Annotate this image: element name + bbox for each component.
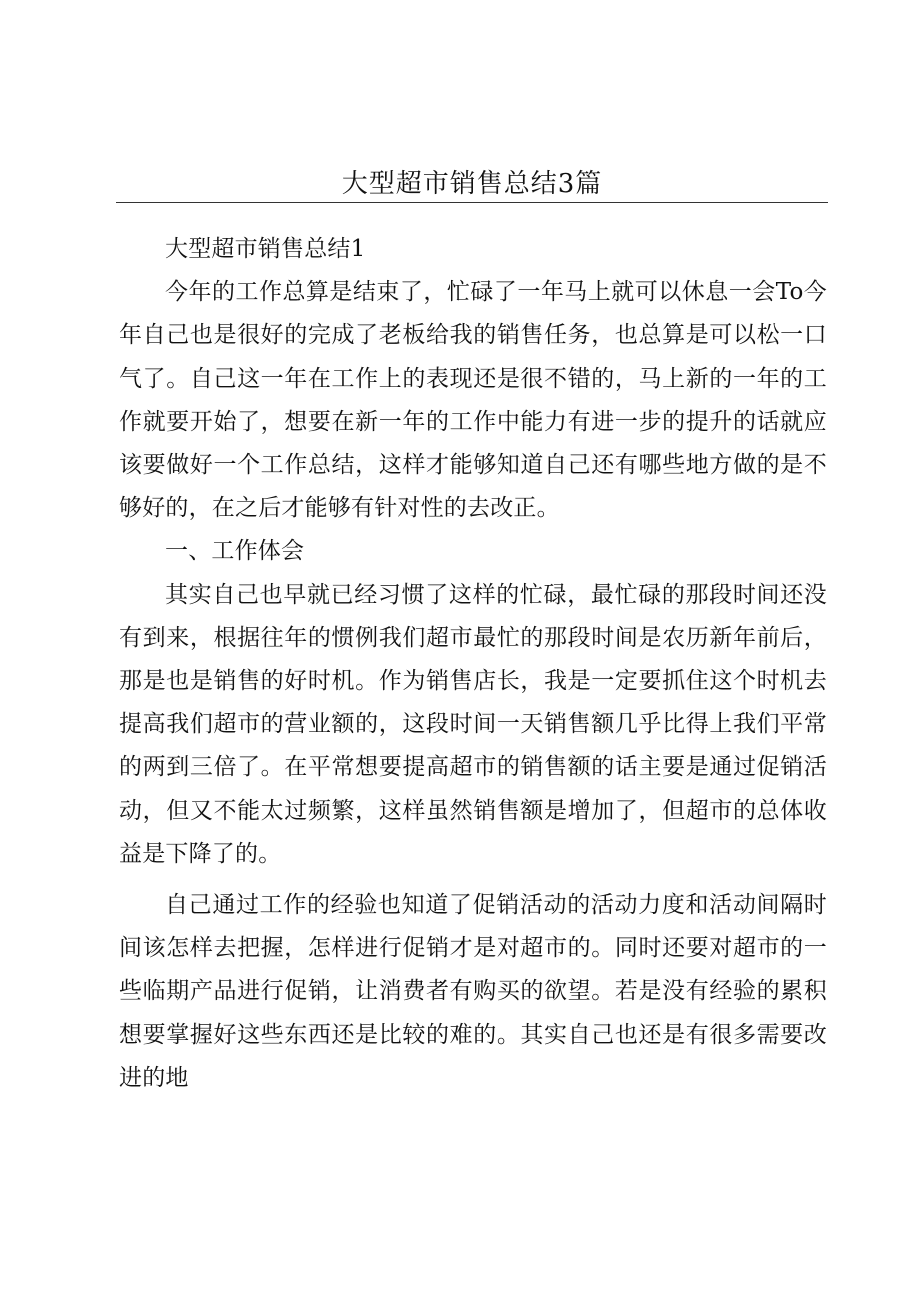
section-title: 大型超市销售总结1 [165, 236, 366, 262]
document-title: 大型超市销售总结3篇 [341, 169, 603, 199]
document-body [119, 228, 827, 1100]
paragraph-busy-season: 其实自己也早就已经习惯了这样的忙碌，最忙碌的那段时间还没有到来，根据往年的惯例我们超市最忙的那段时间是农历新年前后，那是也是销售的好时机。作为销售店长，我是一定要抓住这个时机去提高我们超市的营业额的，这段时间一天销售额几乎比得上我们平常的两到三倍了。在平常想要提高超市的销售额的话主要是通过促销活动，但又不能太过频繁，这样虽然销售额是增加了，但超市的总体收益是下降了的。 [119, 581, 827, 867]
title-divider [116, 202, 828, 203]
section-heading-work-experience: 一、工作体会 [165, 538, 305, 565]
paragraph-intro: 今年的工作总算是结束了，忙碌了一年马上就可以休息一会To今年自己也是很好的完成了老板给我的销售任务，也总算是可以松一口气了。自己这一年在工作上的表现还是很不错的，马上新的一年的工作就要开始了，想要在新一年的工作中能力有进一步的提升的话就应该要做好一个工作总结，这样才能够知道自己还有哪些地方做的是不够好的，在之后才能够有针对性的去改正。 [119, 279, 827, 522]
paragraph-promotion-experience: 自己通过工作的经验也知道了促销活动的活动力度和活动间隔时间该怎样去把握，怎样进行促销才是对超市的。同时还要对超市的一些临期产品进行促销，让消费者有购买的欲望。若是没有经验的累积想要掌握好这些东西还是比较的难的。其实自己也还是有很多需要改进的地 [119, 892, 827, 1091]
